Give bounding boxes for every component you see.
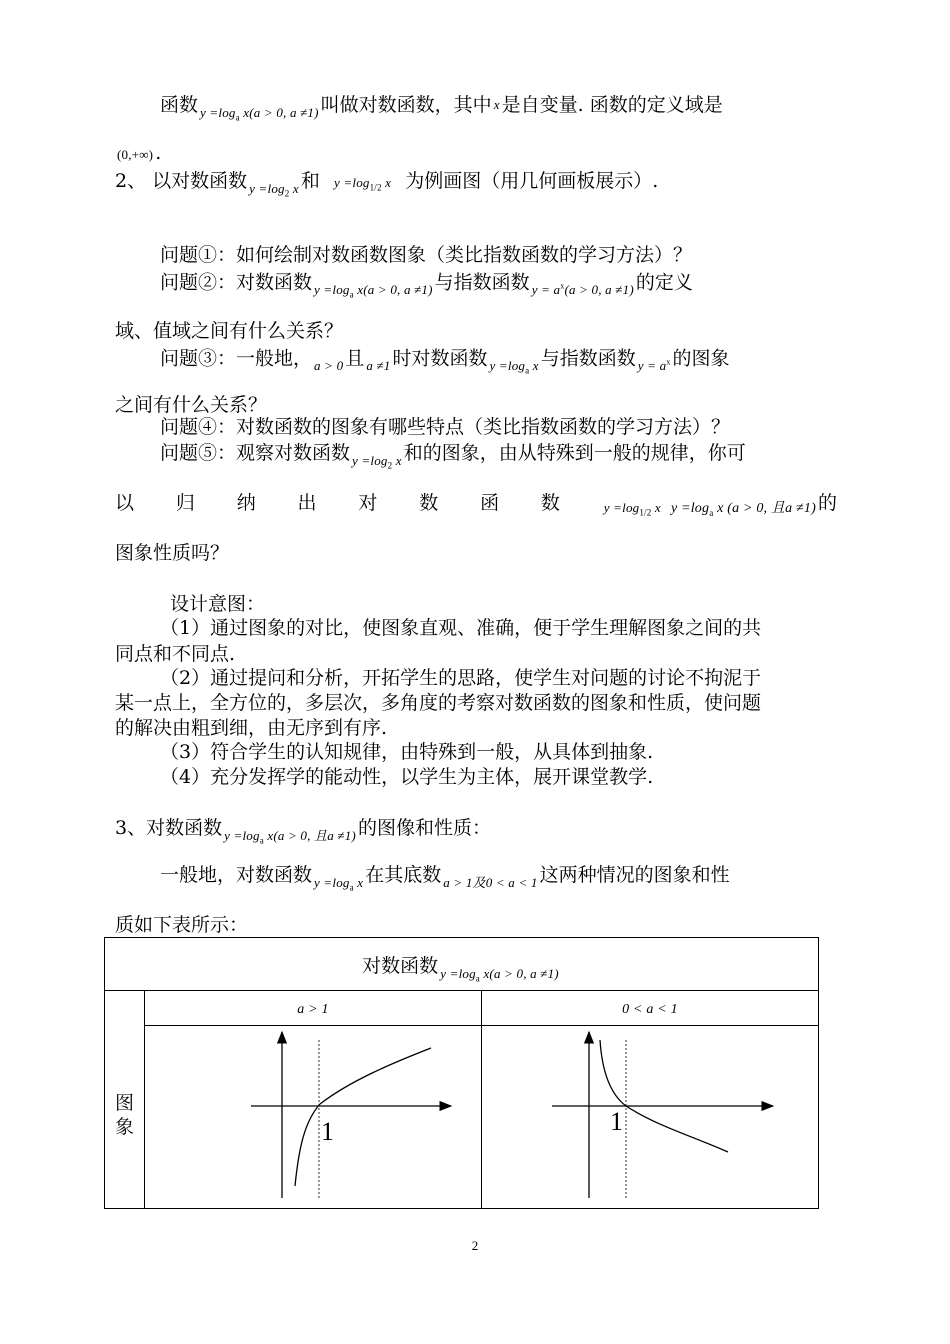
log-curve-increasing — [295, 1048, 431, 1186]
text: 3、对数函数 — [115, 817, 223, 839]
design-intent-title: 设计意图： — [170, 593, 266, 615]
formula — [350, 453, 404, 471]
formula-sub: 1/2 — [369, 182, 382, 193]
formula — [222, 828, 358, 846]
formula-text: y =log — [440, 965, 476, 981]
formula-text: x(a > 0, a ≠1) — [480, 965, 559, 981]
design-point-2-cont: 某一点上，全方位的，多层次，多角度的考察对数函数的图象和性质，使问题 — [115, 692, 762, 714]
formula-domain: (0,+∞) — [117, 147, 154, 162]
formula-text: y =log — [224, 828, 260, 843]
definition-line — [160, 92, 837, 125]
formula-text: y =log — [314, 282, 350, 298]
general-statement — [160, 862, 837, 895]
general-statement-cont: 质如下表所示： — [115, 914, 249, 936]
question-4: 问题④：对数函数的图象有哪些特点（类比指数函数的学习方法）？ — [160, 416, 731, 438]
text: 和 — [300, 170, 320, 192]
text: 一般地，对数函数 — [160, 864, 313, 886]
formula-text: x — [392, 453, 402, 468]
formula-sub: a — [709, 507, 714, 518]
formula-log2 — [247, 181, 301, 199]
text: 在其底数 — [365, 864, 442, 886]
section-3-heading — [115, 815, 837, 848]
formula-text: x — [529, 358, 539, 374]
formula-sub: a — [475, 973, 480, 984]
formula: a > 1 — [297, 1002, 329, 1017]
design-point-1-cont: 同点和不同点. — [115, 643, 236, 665]
text: 问题②：对数函数 — [160, 271, 313, 294]
formula: 0 < a < 1 — [622, 1002, 678, 1017]
formula-sub: a — [235, 112, 240, 123]
text: 对数函数 — [362, 954, 439, 977]
formula-text: y =log — [670, 501, 710, 516]
formula — [602, 500, 663, 518]
graph-cell-increasing — [145, 1026, 482, 1209]
formula-text: y = a — [531, 282, 561, 298]
formula-text: x (a > 0, 且a ≠1) — [713, 501, 816, 516]
char: 数 — [540, 492, 560, 514]
formula — [636, 358, 673, 373]
char: 纳 — [236, 492, 256, 514]
text: 函数 — [160, 94, 199, 116]
text: 的定义 — [635, 271, 693, 294]
formula-text: x(a > 0, a ≠1) — [239, 105, 319, 120]
text: 时对数函数 — [392, 347, 488, 370]
formula-log-def — [198, 105, 321, 123]
formula — [312, 282, 435, 300]
formula-sup: x — [666, 358, 671, 367]
char: 对 — [358, 492, 378, 514]
formula — [530, 282, 636, 297]
text: 是自变量. 函数的定义域是 — [501, 94, 723, 116]
formula-text: x — [353, 875, 364, 890]
graph-cell-decreasing — [482, 1026, 819, 1209]
formula-sub: a — [259, 835, 264, 846]
design-point-2-end: 的解决由粗到细，由无序到有序. — [115, 717, 388, 739]
question-5-end: 图象性质吗？ — [115, 542, 230, 564]
section-2-heading — [115, 168, 837, 201]
graph-log-a-lt-1 — [482, 1026, 818, 1208]
column-header-a-gt-1 — [145, 991, 482, 1026]
text: . — [155, 142, 162, 164]
text: 且 — [345, 347, 365, 370]
formula-text: x — [381, 175, 392, 190]
tick-label-1: 1 — [321, 1117, 334, 1146]
formula-text: y = a — [637, 358, 667, 374]
design-point-1: （1）通过图象的对比，使图象直观、准确，便于学生理解图象之间的共 — [160, 617, 762, 639]
text: 与指数函数 — [434, 271, 530, 294]
formula-text: y =log — [314, 875, 350, 890]
formula — [488, 358, 541, 376]
page-number: 2 — [471, 1238, 479, 1253]
formula — [669, 501, 818, 516]
text: 图 — [114, 1091, 134, 1114]
formula: a > 0 — [314, 358, 344, 374]
question-1: 问题①：如何绘制对数函数图象（类比指数函数的学习方法）？ — [160, 244, 693, 266]
log-function-table — [104, 937, 819, 1209]
formula-sub: 2 — [387, 460, 393, 471]
text: 为例画图（用几何画板展示）. — [405, 170, 659, 192]
design-point-3: （3）符合学生的认知规律，由特殊到一般，从具体到抽象. — [160, 741, 654, 763]
formula-x: x — [493, 97, 500, 112]
design-point-2: （2）通过提问和分析，开拓学生的思路，使学生对问题的讨论不拘泥于 — [160, 667, 762, 689]
formula: a ≠1 — [366, 358, 391, 374]
justified-line — [115, 490, 837, 523]
formula-text: y =log — [333, 175, 370, 190]
question-2-cont: 域、值域之间有什么关系？ — [115, 320, 344, 342]
question-5 — [160, 440, 837, 473]
formula-text: x(a > 0, 且a ≠1) — [263, 828, 356, 843]
text: 的 — [817, 492, 837, 514]
text: 的图象 — [672, 347, 730, 370]
text: 和的图象，由从特殊到一般的规律，你可 — [403, 442, 746, 464]
formula — [438, 965, 561, 984]
text: 问题③：一般地， — [160, 347, 313, 370]
formula-sub: a — [349, 289, 354, 300]
question-3 — [160, 344, 837, 378]
formula-text: y =log — [603, 500, 640, 515]
formula-sub: a — [525, 365, 530, 376]
domain-line — [115, 140, 837, 168]
question-5-cont — [115, 490, 837, 523]
text: 叫做对数函数，其中 — [320, 94, 492, 116]
char: 出 — [297, 492, 317, 514]
text: 的图像和性质： — [357, 817, 491, 839]
formula-sup: x — [560, 282, 565, 291]
char: 数 — [419, 492, 439, 514]
question-2 — [160, 268, 837, 302]
formula-log-half — [332, 175, 393, 193]
graph-log-a-gt-1 — [145, 1026, 481, 1208]
formula-group — [602, 490, 837, 523]
char: 以 — [115, 492, 135, 514]
text: 象 — [114, 1115, 134, 1138]
formula-text: y =log — [249, 181, 285, 196]
formula-text: (a > 0, a ≠1) — [564, 282, 634, 298]
formula — [312, 875, 365, 893]
formula-text: y =log — [489, 358, 526, 374]
char: 函 — [480, 492, 500, 514]
row-label-graph — [105, 991, 145, 1209]
text: 问题⑤：观察对数函数 — [160, 442, 351, 464]
tick-label-1: 1 — [610, 1107, 623, 1136]
design-point-4: （4）充分发挥学的能动性，以学生为主体，展开课堂教学. — [160, 766, 654, 788]
formula-text: x — [289, 181, 299, 196]
formula-text: y =log — [200, 105, 236, 120]
text: 2、 以对数函数 — [115, 170, 248, 192]
table-caption — [105, 938, 819, 991]
column-header-a-lt-1 — [482, 991, 819, 1026]
question-3-cont: 之间有什么关系？ — [115, 394, 268, 416]
formula: a > 1及0 < a < 1 — [443, 875, 538, 890]
formula-text: x — [651, 500, 661, 515]
text: 这两种情况的图象和性 — [539, 864, 730, 886]
formula-text: y =log — [352, 453, 388, 468]
formula-sub: 2 — [284, 188, 290, 199]
char: 归 — [175, 492, 195, 514]
formula-sub: a — [349, 882, 354, 893]
formula-sub: 1/2 — [639, 507, 652, 518]
formula-text: x(a > 0, a ≠1) — [353, 282, 433, 298]
text: 与指数函数 — [540, 347, 636, 370]
